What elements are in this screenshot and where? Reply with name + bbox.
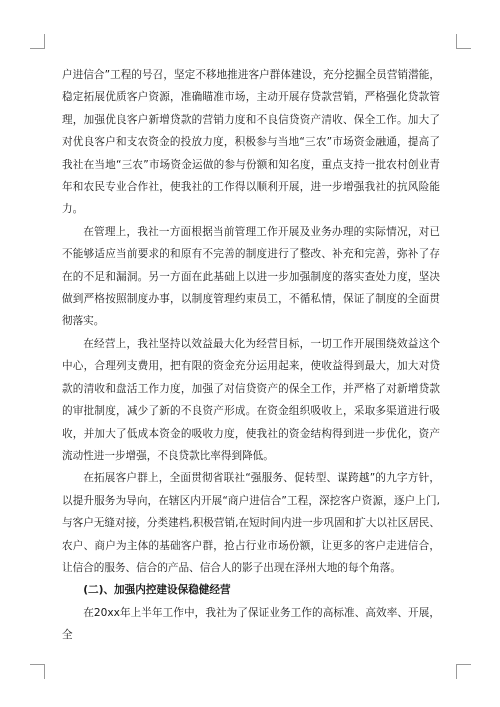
crop-mark-bottom-left <box>30 664 45 679</box>
paragraph-continued: 户进信合”工程的号召，坚定不移地推进客户群体建设，充分挖掘全员营销潜能，稳定拓展优质客户资源，准确瞄准市场，主动开展存贷款营销，严格强化贷款管理，加强优良客户新增贷款的营销力度和不良信贷资产清收、保全工作。加大了对优良客户和支农资金的投放力度，积极参与当地“三农”市场资金融通，提高了我社在当地“三农”市场资金运做的参与份额和知名度，重点支持一批农村创业青年和农民专业合作社，使我社的工作得以顺利开展，进一步增强我社的抗风险能力。 <box>62 69 440 216</box>
section-heading-internal-control: (二)、加强内控建设保稳健经营 <box>83 584 231 597</box>
crop-mark-top-left <box>30 34 45 49</box>
crop-mark-bottom-right <box>456 664 471 679</box>
crop-mark-top-right <box>456 34 471 49</box>
paragraph-operations: 在经营上，我社坚持以效益最大化为经营目标，一切工作开展围绕效益这个中心，合理列支费用，把有限的资金充分运用起来，使收益得到最大，加大对贷款的清收和盘活工作力度，加强了对信贷资产的保全工作，并严格了对新增贷款的审批制度，减少了新的不良资产形成。在资金组织吸收上，采取多渠道进行吸收，并加大了低成本资金的吸收力度，使我社的资金结构得到进一步优化，资产流动性进一步增强，不良贷款比率得到降低。 <box>62 337 440 462</box>
document-page-body <box>62 64 440 647</box>
paragraph-management: 在管理上，我社一方面根据当前管理工作开展及业务办理的实际情况，对已不能够适应当前要求的和原有不完善的制度进行了整改、补充和完善，弥补了存在的不足和漏洞。另一方面在此基础上以进一步加强制度的落实查处力度，坚决做到严格按照制度办事，以制度管理约束员工，不循私情，保证了制度的全面贯彻落实。 <box>62 225 440 328</box>
paragraph-customer-expansion: 在拓展客户群上，全面贯彻省联社“强服务、促转型、谋跨越”的九字方针，以提升服务为导向，在辖区内开展“商户进信合”工程，深挖客户资源，逐户上门,与客户无缝对接，分类建档,积极营销,在短时间内进一步巩固和扩大以社区居民、农户、商户为主体的基础客户群，抢占行业市场份额，让更多的客户走进信合，让信合的服务、信合的产品、信合人的影子出现在泽州大地的每个角落。 <box>62 472 440 574</box>
paragraph-first-half-work: 在20xx年上半年工作中，我社为了保证业务工作的高标准、高效率、开展，全 <box>62 606 440 642</box>
